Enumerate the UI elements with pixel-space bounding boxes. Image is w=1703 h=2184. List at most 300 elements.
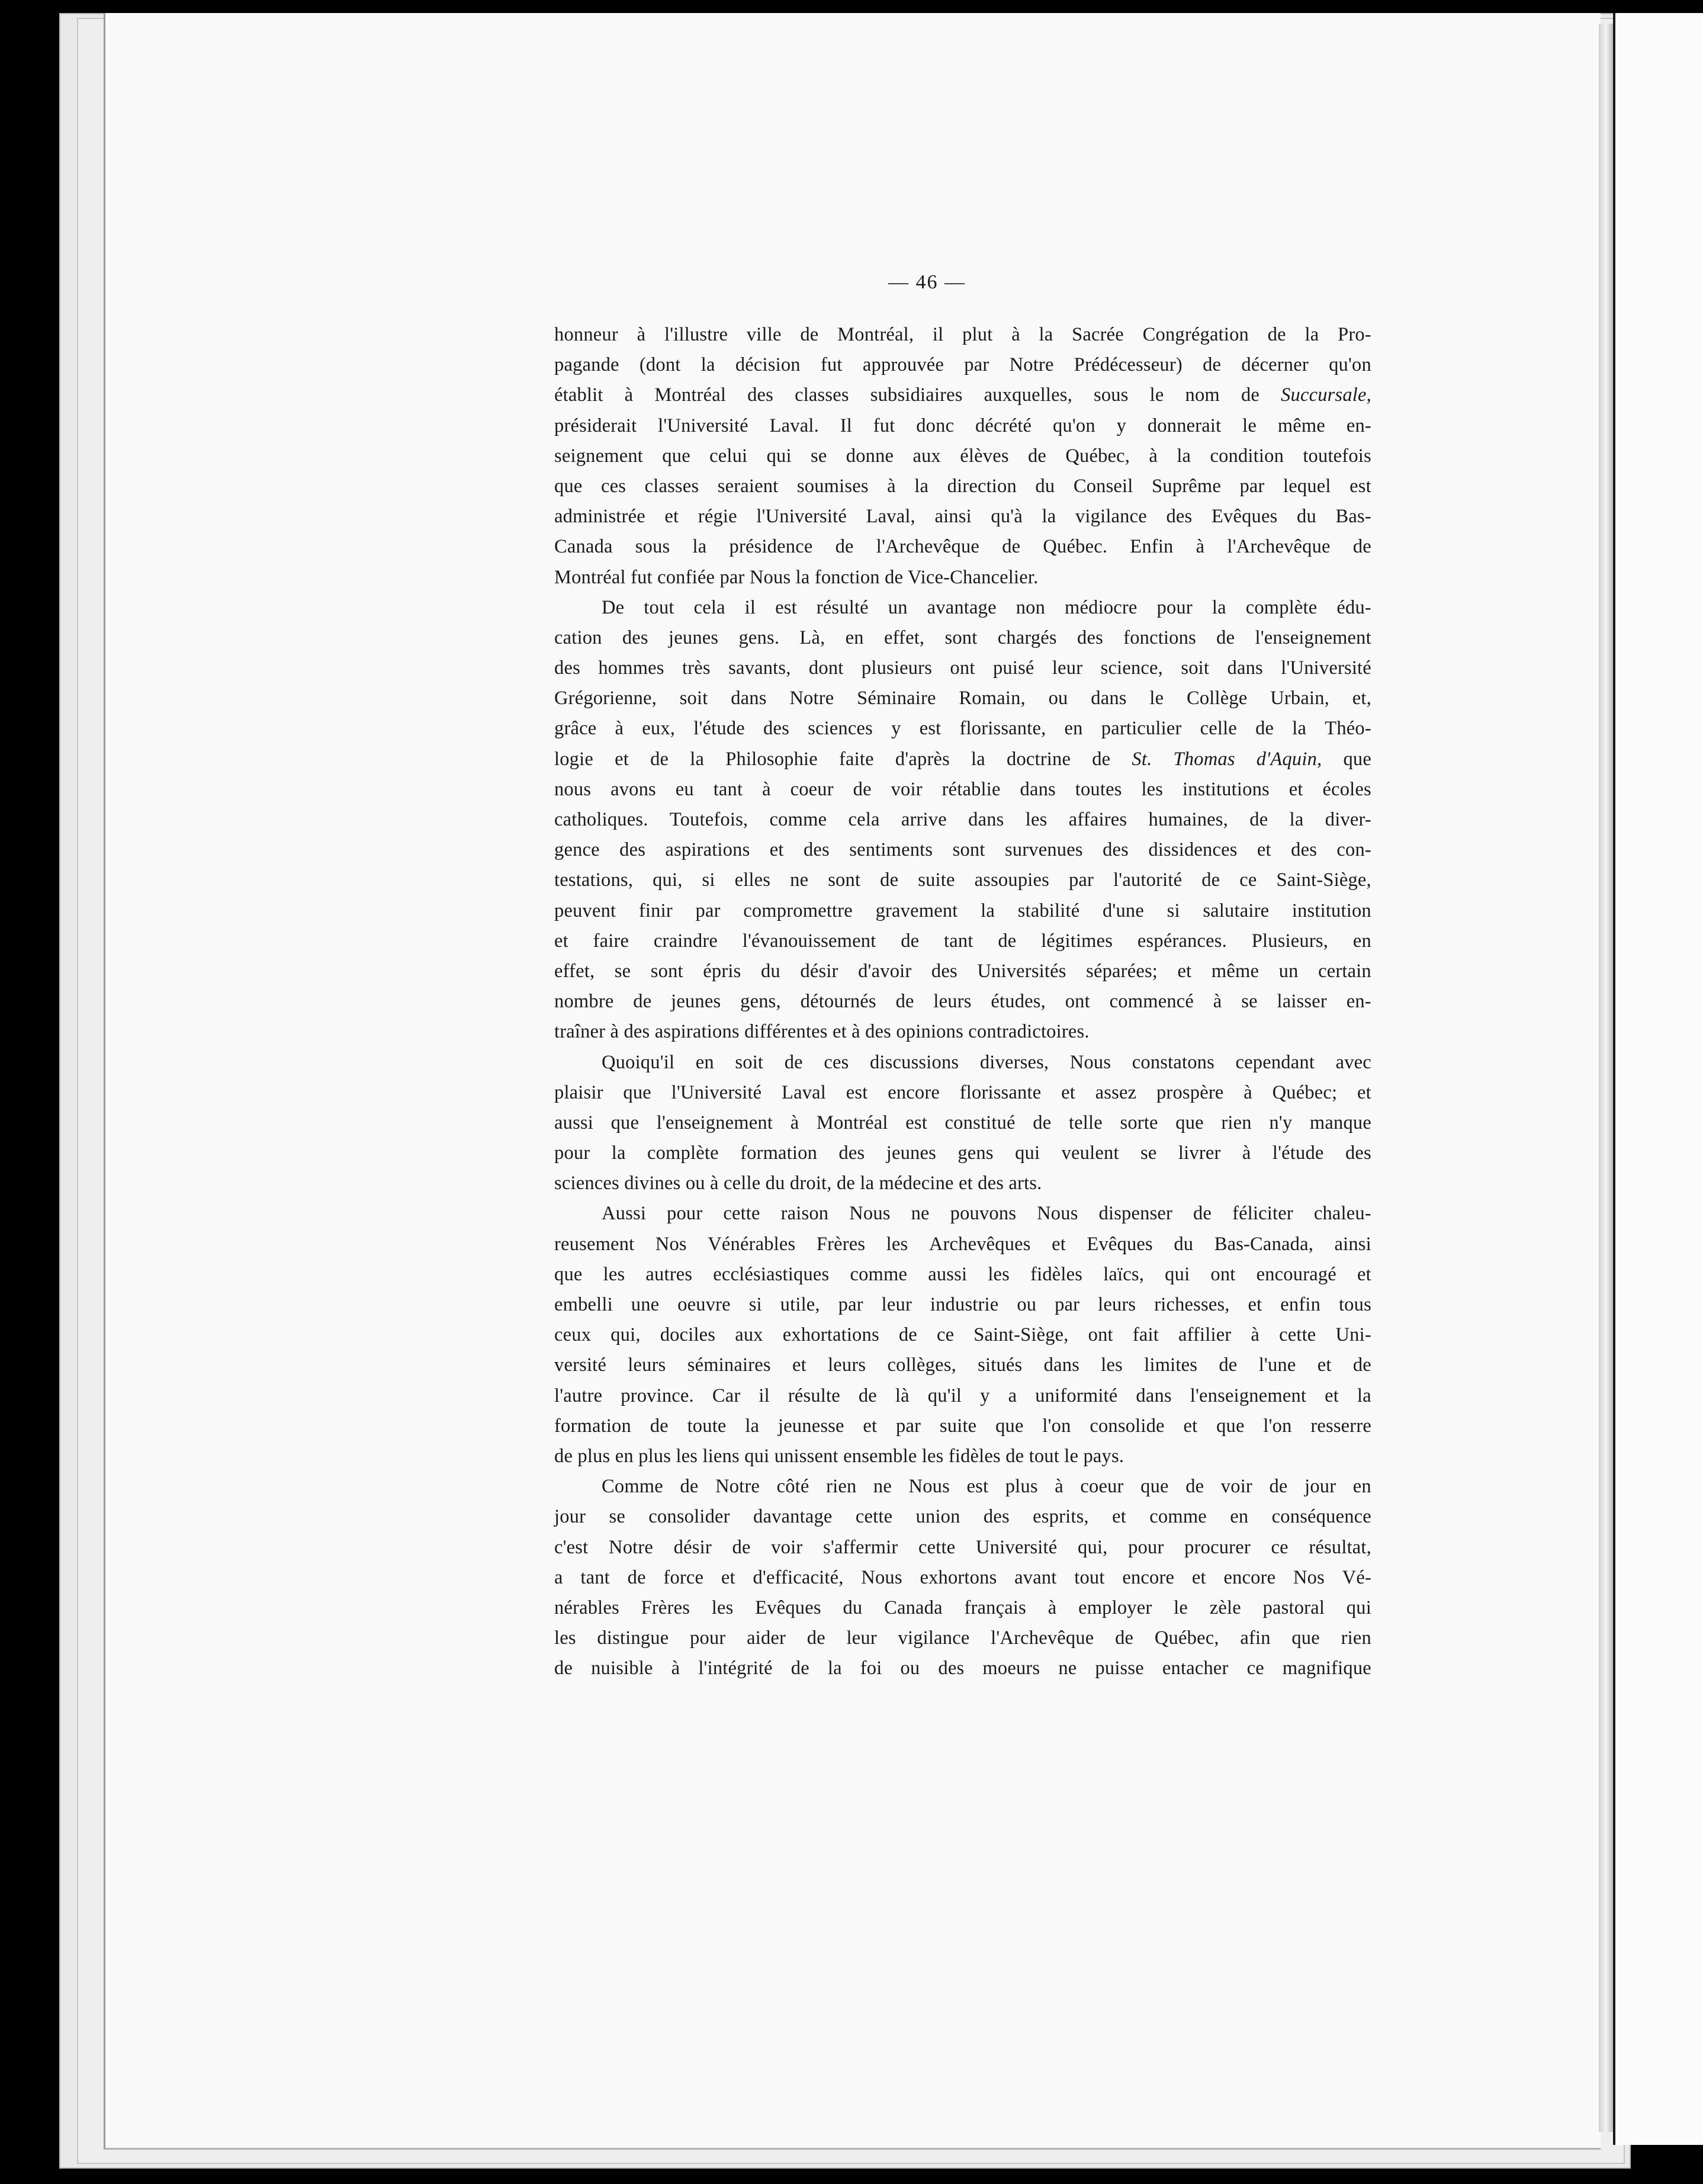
word: celle: [1200, 718, 1237, 740]
word: confiée: [657, 566, 720, 588]
word: Montréal: [654, 384, 727, 406]
word: faite: [839, 748, 874, 770]
word: stabilité: [1017, 900, 1080, 921]
text-line: [554, 1229, 1371, 1260]
word: telle: [1068, 1112, 1103, 1133]
word: Evêques: [1087, 1233, 1153, 1255]
word: aspirations: [665, 839, 750, 861]
word: très: [682, 657, 711, 679]
word: plut: [962, 324, 993, 345]
word: eux,: [642, 718, 676, 740]
word: hommes: [598, 657, 664, 679]
word: exhortons: [920, 1566, 997, 1588]
word: l'illustre: [664, 324, 728, 345]
word: est: [846, 1081, 868, 1103]
word: Aussi: [602, 1203, 647, 1225]
word: con-: [1336, 839, 1371, 861]
word: les: [1025, 809, 1047, 830]
word: avantage: [927, 596, 997, 618]
word: leurs: [1098, 1294, 1136, 1315]
word: discussions: [869, 1051, 959, 1073]
word: de: [1027, 445, 1047, 467]
word: pays.: [1083, 1445, 1124, 1467]
word: eu: [675, 778, 694, 800]
word: est: [966, 1476, 989, 1498]
word: par: [838, 1294, 863, 1315]
word: présiderait: [554, 415, 637, 436]
word: science,: [1100, 657, 1163, 679]
word: l'autorité: [1113, 869, 1183, 891]
word: livrer: [1178, 1142, 1221, 1164]
word: à: [610, 1021, 624, 1043]
text-line: [554, 1563, 1371, 1593]
word: de: [1203, 354, 1222, 376]
word: l'Université: [658, 415, 748, 436]
word: encore: [888, 1081, 940, 1103]
word: avant: [1014, 1566, 1057, 1588]
word: cette: [1279, 1324, 1316, 1346]
word: distingue: [597, 1627, 669, 1649]
word: affilier: [1178, 1324, 1232, 1346]
word: désir: [800, 960, 838, 982]
word: nombre: [554, 991, 614, 1013]
word: de: [895, 991, 914, 1013]
word: du: [1174, 1233, 1194, 1255]
word: et: [1112, 1506, 1126, 1528]
word: que: [1216, 1415, 1245, 1437]
word: et: [1325, 1385, 1339, 1406]
word: d'une: [1102, 900, 1144, 921]
word: celui: [709, 445, 748, 467]
text-line: [554, 502, 1371, 532]
word: pour: [690, 1627, 726, 1649]
word: de: [1219, 1354, 1238, 1376]
word: la: [971, 748, 985, 770]
word: des: [931, 960, 957, 982]
word: résultat,: [1309, 1536, 1371, 1558]
word: aussi: [554, 1112, 593, 1133]
word: par: [695, 900, 721, 921]
word: et: [1357, 1263, 1371, 1285]
word: approuvée: [862, 354, 944, 376]
word: ne: [873, 1476, 892, 1498]
word: cela: [693, 596, 725, 618]
word: salutaire: [1203, 900, 1270, 921]
word: il: [759, 1385, 770, 1406]
word: institution: [1291, 900, 1371, 921]
word: désir: [673, 1536, 712, 1558]
word: à: [790, 1112, 799, 1133]
word: séparées;: [1086, 960, 1158, 982]
word: par: [1055, 1294, 1080, 1315]
word: St.: [1132, 748, 1152, 770]
word: Vice-Chancelier.: [907, 566, 1039, 588]
word: fidèles: [1030, 1263, 1083, 1285]
word: sous: [635, 536, 670, 558]
word: Théo-: [1325, 718, 1371, 740]
word: études,: [991, 991, 1046, 1013]
word: féliciter: [1232, 1203, 1293, 1225]
word: assoupies: [974, 869, 1049, 891]
word: davantage: [753, 1506, 833, 1528]
word: leurs: [933, 991, 972, 1013]
word: de: [784, 1051, 803, 1073]
word: Montréal,: [837, 324, 914, 345]
text-line: [554, 1017, 1371, 1047]
word: limites: [1144, 1354, 1198, 1376]
word: le: [1174, 1597, 1188, 1618]
word: pour: [554, 1142, 590, 1164]
word: Car: [712, 1385, 741, 1406]
word: l'enseignement: [1255, 627, 1371, 648]
word: encouragé: [1256, 1263, 1336, 1285]
word: et: [832, 1021, 852, 1043]
word: à: [710, 1173, 724, 1194]
word: résulté: [816, 596, 869, 618]
word: décrété: [975, 415, 1032, 436]
word: l'une: [1258, 1354, 1296, 1376]
word: Toutefois,: [669, 809, 748, 830]
word: la: [1039, 324, 1053, 345]
text-line: [554, 987, 1371, 1017]
word: certain: [1318, 960, 1371, 982]
word: et: [1317, 1354, 1332, 1376]
word: ainsi: [934, 506, 972, 528]
text-line: [554, 653, 1371, 683]
text-line: [554, 956, 1371, 987]
word: Philosophie: [725, 748, 818, 770]
word: épris: [703, 960, 741, 982]
word: jour: [554, 1506, 586, 1528]
word: de: [1352, 536, 1371, 558]
word: autres: [645, 1263, 693, 1285]
word: pour: [1156, 596, 1193, 618]
text-line: [554, 441, 1371, 471]
word: et: [1177, 960, 1192, 982]
word: par: [896, 1415, 921, 1437]
word: ou: [900, 1658, 920, 1679]
word: la: [1292, 718, 1307, 740]
word: est: [905, 1112, 927, 1133]
word: droit,: [789, 1173, 837, 1194]
word: Saint-Siège,: [973, 1324, 1069, 1346]
text-line: [554, 563, 1371, 593]
word: fut: [873, 415, 895, 436]
word: la: [692, 536, 707, 558]
word: la: [690, 748, 705, 770]
word: qui: [1015, 1142, 1040, 1164]
word: jeunes: [669, 627, 719, 648]
text-line: [554, 896, 1371, 926]
word: catholiques.: [554, 809, 648, 830]
word: des: [1166, 506, 1193, 528]
word: affaires: [1068, 809, 1127, 830]
word: ce: [936, 1324, 955, 1346]
word: rien: [1341, 1627, 1371, 1649]
word: elles: [734, 869, 771, 891]
word: Québec,: [1154, 1627, 1219, 1649]
word: différentes: [744, 1021, 833, 1043]
word: là: [895, 1385, 910, 1406]
word: y: [1116, 415, 1127, 436]
word: de: [1267, 324, 1286, 345]
word: humaines,: [1148, 809, 1228, 830]
word: les: [711, 1597, 734, 1618]
word: le: [1064, 1445, 1084, 1467]
word: Montréal: [816, 1112, 888, 1133]
word: Nos: [1293, 1566, 1325, 1588]
word: la: [1357, 1385, 1371, 1406]
word: ecclésiastiques: [713, 1263, 830, 1285]
word: diver-: [1325, 809, 1371, 830]
word: uniformité: [1035, 1385, 1118, 1406]
word: des: [1077, 627, 1103, 648]
word: que: [995, 1415, 1024, 1437]
text-line: [554, 1411, 1371, 1441]
text-line: [554, 865, 1371, 895]
word: à: [1011, 324, 1020, 345]
word: Comme: [602, 1476, 663, 1498]
word: oeuvre: [677, 1294, 731, 1315]
word: seraient: [717, 475, 779, 497]
word: le: [1242, 415, 1257, 436]
word: peuvent: [554, 900, 616, 921]
word: faire: [593, 930, 629, 952]
word: (dont: [639, 354, 681, 376]
text-line: [554, 1320, 1371, 1350]
word: savants,: [728, 657, 791, 679]
word: l'étude: [1272, 1142, 1324, 1164]
word: Nous: [1069, 1051, 1111, 1073]
word: Canada: [884, 1597, 943, 1618]
word: avec: [1335, 1051, 1371, 1073]
word: pouvons: [950, 1203, 1017, 1225]
word: tous: [1338, 1294, 1371, 1315]
word: à: [615, 718, 624, 740]
text-line: [554, 744, 1371, 775]
word: leurs: [828, 1354, 866, 1376]
word: manque: [1309, 1112, 1371, 1133]
word: Nos: [655, 1233, 687, 1255]
word: Là,: [799, 627, 825, 648]
word: si: [748, 1294, 762, 1315]
word: classes: [644, 475, 699, 497]
word: que: [554, 475, 583, 497]
word: à: [637, 324, 646, 345]
word: exhortations: [782, 1324, 879, 1346]
word: à: [624, 384, 634, 406]
word: diverses,: [979, 1051, 1049, 1073]
word: ce: [1239, 869, 1257, 891]
word: les: [554, 1627, 576, 1649]
word: d'Aquin,: [1256, 748, 1322, 770]
word: gravement: [875, 900, 958, 921]
word: lequel: [1283, 475, 1331, 497]
word: légitimes: [1041, 930, 1113, 952]
word: se: [614, 960, 631, 982]
word: si: [1167, 900, 1180, 921]
word: effet,: [554, 960, 595, 982]
word: de: [885, 566, 908, 588]
word: l'enseignement: [1190, 1385, 1307, 1406]
word: Romain,: [959, 688, 1026, 709]
word: de: [1033, 1112, 1052, 1133]
word: jour: [1304, 1476, 1336, 1498]
word: enfin: [1280, 1294, 1321, 1315]
word: du: [1035, 475, 1055, 497]
word: se: [609, 1506, 625, 1528]
word: les: [886, 1233, 908, 1255]
word: aussi: [928, 1263, 968, 1285]
word: sous: [1093, 384, 1129, 406]
word: Université: [976, 1536, 1058, 1558]
word: encore: [1223, 1566, 1276, 1588]
word: a: [1008, 1385, 1017, 1406]
word: donnerait: [1147, 415, 1222, 436]
word: la: [914, 475, 929, 497]
word: doctrine: [1007, 748, 1071, 770]
word: raison: [780, 1203, 829, 1225]
word: un: [1278, 960, 1299, 982]
word: Frères: [641, 1597, 690, 1618]
word: sont: [952, 839, 985, 861]
word: en: [1352, 930, 1371, 952]
word: soit: [735, 1051, 764, 1073]
word: de: [800, 324, 819, 345]
word: d'après: [895, 748, 950, 770]
word: des: [838, 1142, 865, 1164]
word: l'étude: [693, 718, 745, 740]
word: la: [1304, 324, 1319, 345]
word: gens,: [740, 991, 781, 1013]
word: sont: [650, 960, 683, 982]
word: Frères: [816, 1233, 866, 1255]
word: De: [602, 596, 625, 618]
word: ont: [1065, 991, 1090, 1013]
word: rétablie: [942, 778, 1001, 800]
word: cette: [918, 1536, 956, 1558]
word: divines: [624, 1173, 686, 1194]
word: du: [765, 1173, 790, 1194]
word: suite: [939, 1415, 977, 1437]
word: la: [827, 1658, 842, 1679]
word: Nous: [1037, 1203, 1078, 1225]
word: consolide: [1090, 1415, 1165, 1437]
word: liens: [702, 1445, 745, 1467]
word: et: [769, 839, 784, 861]
word: Prédécesseur): [1074, 354, 1183, 376]
text-line: [554, 1048, 1371, 1078]
word: à: [1242, 1142, 1251, 1164]
word: cette: [723, 1203, 760, 1225]
word: en: [845, 627, 864, 648]
word: en: [1352, 1476, 1371, 1498]
word: des: [619, 839, 646, 861]
word: toute: [687, 1415, 727, 1437]
word: fonctions: [1123, 627, 1196, 648]
text-line: [554, 1623, 1371, 1653]
word: élèves: [960, 445, 1009, 467]
word: logie: [554, 748, 593, 770]
word: leur: [881, 1294, 912, 1315]
word: que: [1175, 1112, 1204, 1133]
word: est: [919, 718, 942, 740]
word: que: [1140, 1476, 1169, 1498]
word: si: [702, 869, 715, 891]
word: nom: [1185, 384, 1220, 406]
word: la: [981, 900, 995, 921]
word: magnifique: [1282, 1658, 1371, 1679]
word: opinions: [896, 1021, 969, 1043]
word: qui: [1165, 1263, 1190, 1285]
word: Archevêques: [928, 1233, 1031, 1255]
word: dans: [968, 809, 1004, 830]
word: embelli: [554, 1294, 613, 1315]
word: cependant: [1235, 1051, 1315, 1073]
word: Notre: [715, 1476, 760, 1498]
word: soumises: [796, 475, 869, 497]
word: se: [1140, 1142, 1157, 1164]
word: effet,: [883, 627, 925, 648]
word: est: [775, 596, 797, 618]
word: pour: [667, 1203, 703, 1225]
word: de: [1005, 1445, 1029, 1467]
word: soit: [1181, 657, 1210, 679]
word: sciences: [554, 1173, 625, 1194]
word: fait: [1132, 1324, 1159, 1346]
text-line: [554, 1260, 1371, 1290]
word: n'y: [1269, 1112, 1293, 1133]
word: employer: [1078, 1597, 1152, 1618]
text-line: [554, 1533, 1371, 1563]
word: et: [1289, 778, 1303, 800]
word: de: [1255, 718, 1274, 740]
word: chargés: [997, 627, 1057, 648]
word: cette: [855, 1506, 893, 1528]
page-number: — 46 —: [888, 271, 966, 293]
word: il: [744, 596, 756, 618]
word: pour: [1128, 1536, 1164, 1558]
word: sentiments: [849, 839, 933, 861]
word: de: [998, 930, 1017, 952]
text-line: [554, 1653, 1371, 1684]
word: la: [1177, 445, 1191, 467]
word: que: [1291, 1627, 1320, 1649]
word: la: [1042, 506, 1056, 528]
text-line: [554, 805, 1371, 835]
word: de: [554, 1658, 573, 1679]
word: formation: [554, 1415, 631, 1437]
word: encore: [1122, 1566, 1175, 1588]
word: qu'on: [1052, 415, 1095, 436]
word: à: [671, 1658, 680, 1679]
word: puisse: [1095, 1658, 1144, 1679]
text-line: [554, 1502, 1371, 1532]
word: florissante: [959, 1081, 1042, 1103]
word: Nous: [908, 1476, 950, 1498]
word: l'Archevêque: [991, 1627, 1094, 1649]
word: testations,: [554, 869, 634, 891]
word: des: [1291, 839, 1318, 861]
word: même: [1211, 960, 1259, 982]
word: complète: [1245, 596, 1318, 618]
word: coeur: [1080, 1476, 1124, 1498]
text-line: [554, 1472, 1371, 1502]
word: une: [631, 1294, 660, 1315]
word: fidèles: [948, 1445, 1006, 1467]
word: que: [1343, 748, 1371, 770]
word: des: [938, 1658, 965, 1679]
